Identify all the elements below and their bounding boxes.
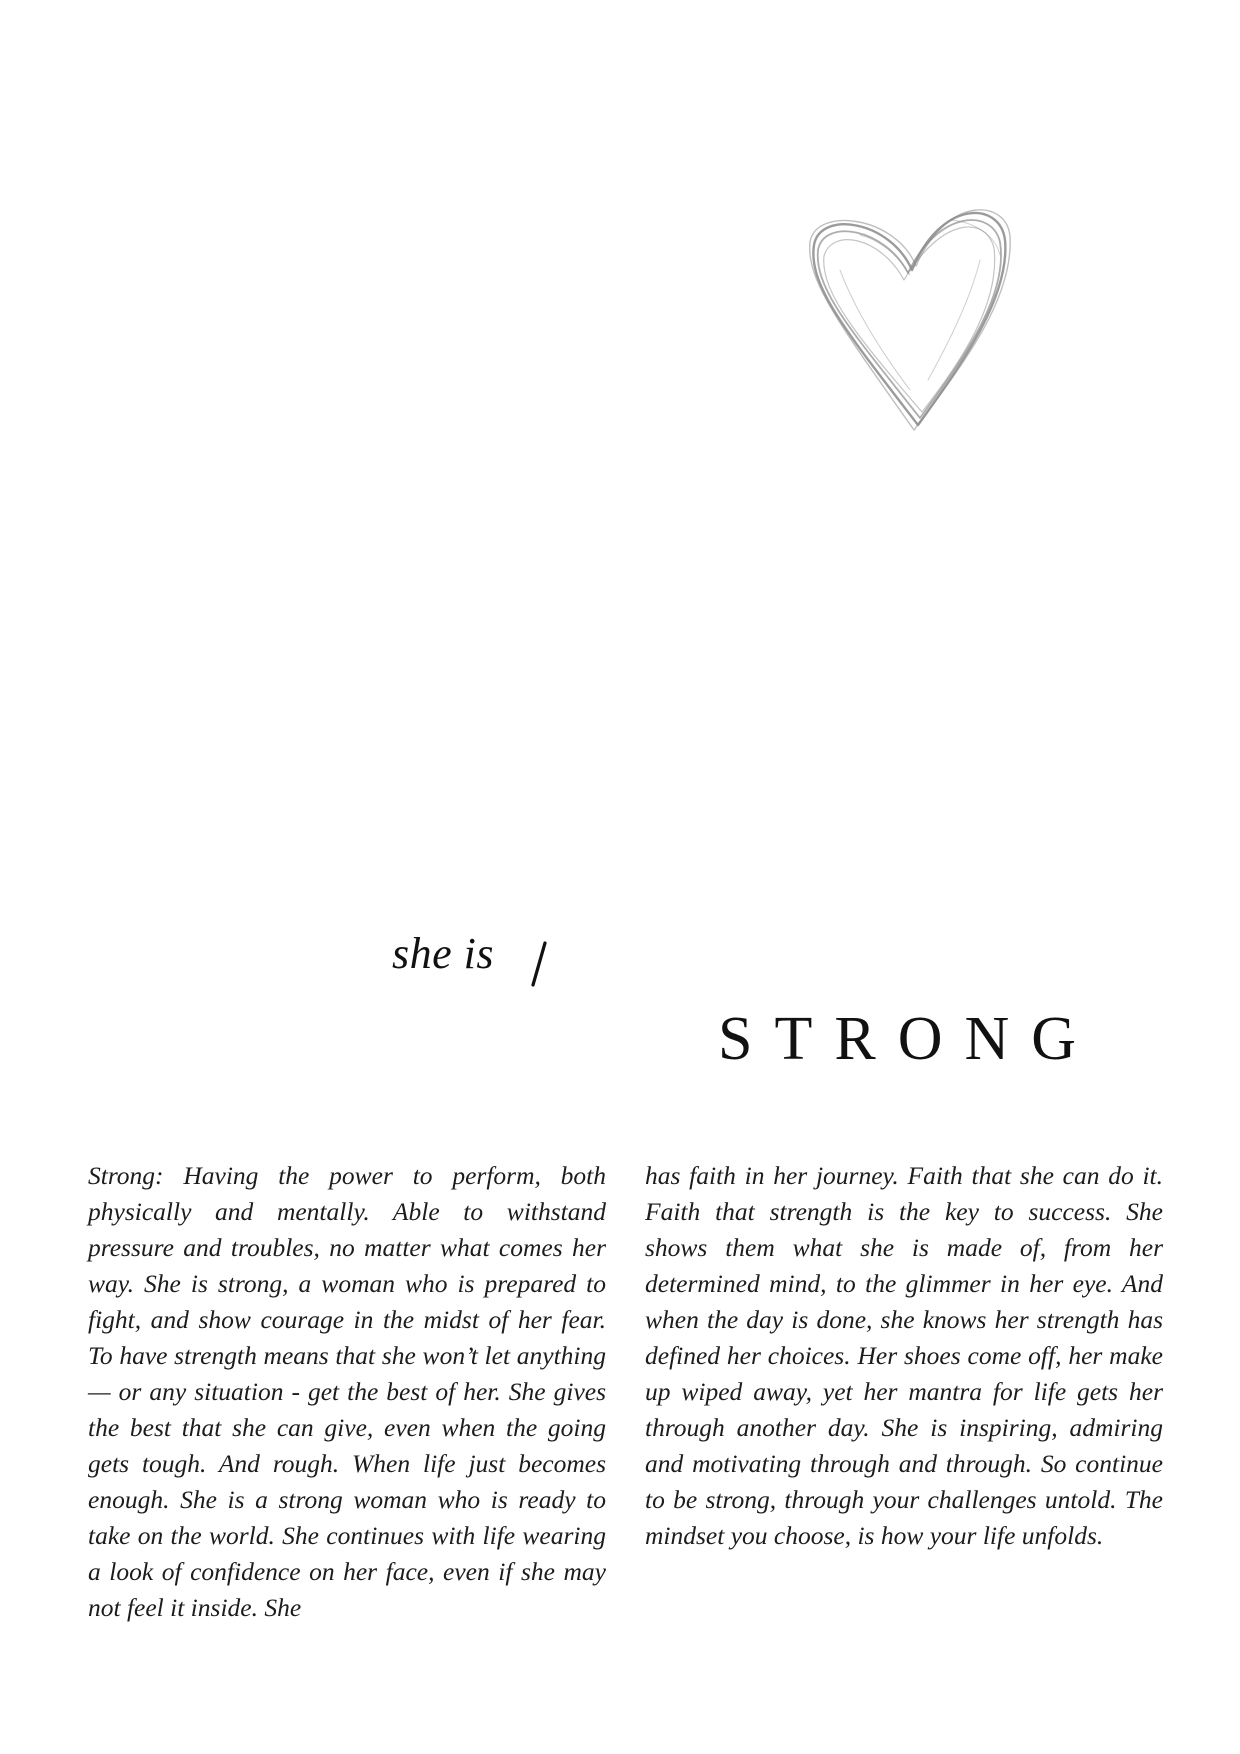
body-text-left-column: Strong: Having the power to perform, both physically and mentally. Able to withstand pressure and troubles, no matter what comes her way. She is strong, a woman who is prepared to fight, and show courage in the midst of her fear. To have strength means that she won’t let anything— or any situation - get the best of her. She gives the best that she can give, even when the going gets tough. And rough. When life just becomes enough. She is a strong woman who is ready to take on the world. She continues with life wearing a look of confidence on her face, even if she may not feel it inside. She xyxy=(88,1161,606,1622)
body-text-right-column: has faith in her journey. Faith that she can do it. Faith that strength is the key to success. She shows them what she is made of, from her determined mind, to the glimmer in her eye. And when the day is done, she knows her strength has defined her choices. Her shoes come off, her make up wiped away, yet her mantra for life gets her through another day. She is inspiring, admiring and motivating through and through. So continue to be strong, through your challenges untold. The mindset you choose, is how your life unfolds. xyxy=(645,1161,1163,1550)
hand-drawn-heart-icon xyxy=(800,200,1030,440)
slash-divider-icon xyxy=(530,940,548,988)
she-is-label: she is xyxy=(392,929,494,978)
page-title: STRONG xyxy=(718,1005,1099,1073)
